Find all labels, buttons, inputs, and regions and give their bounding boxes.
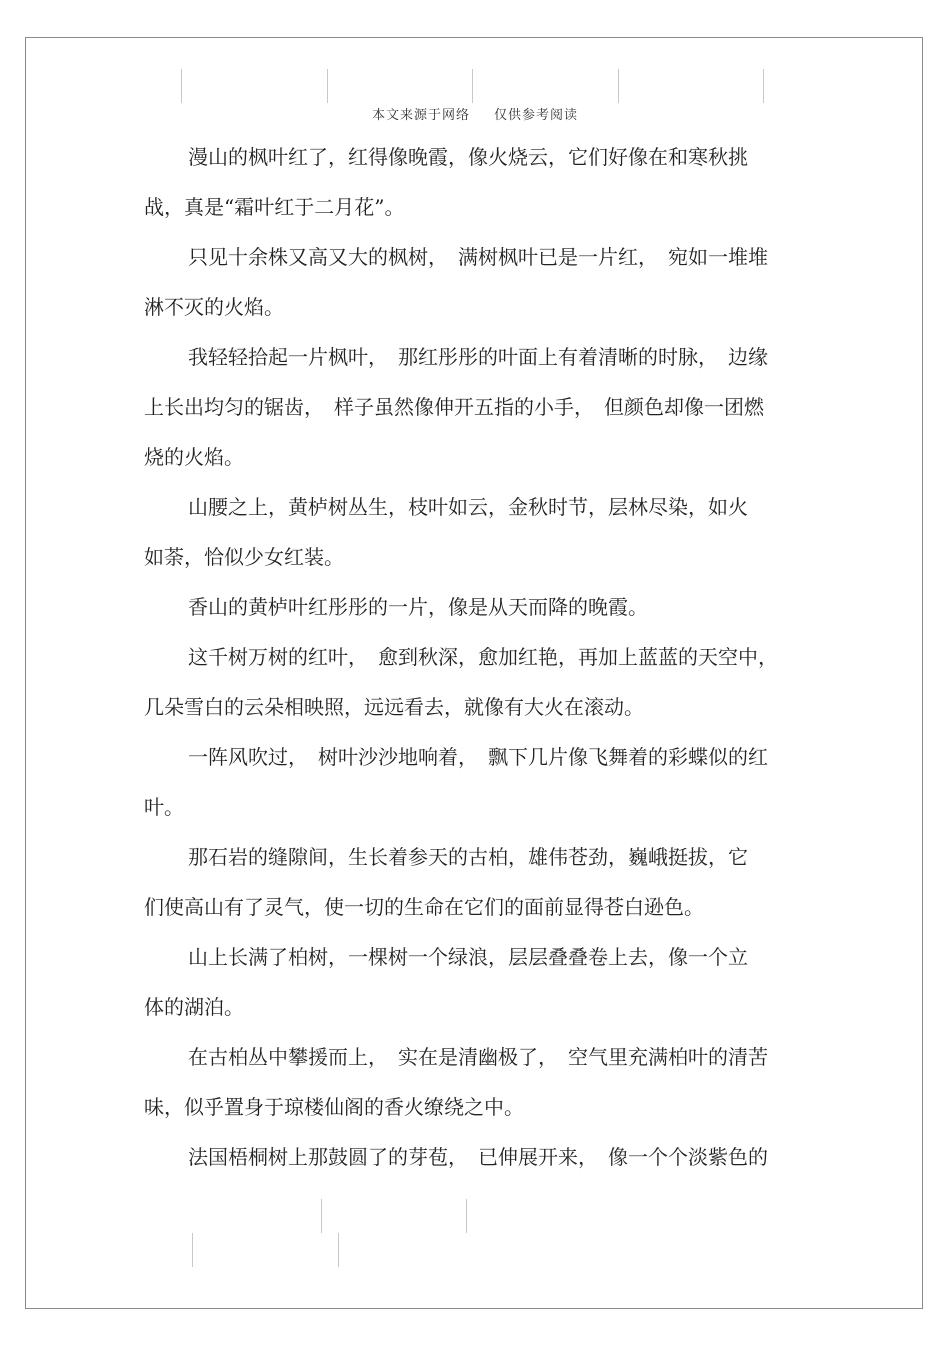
text-line: 在古柏丛中攀援而上， 实在是清幽极了， 空气里充满柏叶的清苦 <box>188 1045 768 1069</box>
text-line: 上长出均匀的锯齿， 样子虽然像伸开五指的小手， 但颜色却像一团燃 <box>144 395 764 419</box>
footer-rule-1 <box>321 1199 322 1233</box>
header-rule-2 <box>327 69 328 103</box>
text-line: 叶。 <box>144 795 184 819</box>
header-rule-4 <box>618 69 619 103</box>
text-line: 山腰之上，黄栌树丛生，枝叶如云，金秋时节，层林尽染，如火 <box>188 495 748 519</box>
text-line: 体的湖泊。 <box>144 995 244 1019</box>
text-line: 只见十余株又高又大的枫树， 满树枫叶已是一片红， 宛如一堆堆 <box>188 245 768 269</box>
footer-rule-2 <box>466 1199 467 1233</box>
text-line: 这千树万树的红叶， 愈到秋深，愈加红艳，再加上蓝蓝的天空中， <box>188 645 778 669</box>
footer-rule-3 <box>192 1233 193 1267</box>
text-line: 味，似乎置身于琼楼仙阁的香火缭绕之中。 <box>144 1095 524 1119</box>
header-source-note: 本文来源于网络 <box>371 108 470 123</box>
text-line: 那石岩的缝隙间，生长着参天的古柏，雄伟苍劲，巍峨挺拔，它 <box>188 845 748 869</box>
text-line: 法国梧桐树上那鼓圆了的芽苞， 已伸展开来， 像一个个淡紫色的 <box>188 1145 768 1169</box>
text-line: 一阵风吹过， 树叶沙沙地响着， 飘下几片像飞舞着的彩蝶似的红 <box>188 745 768 769</box>
text-line: 我轻轻拾起一片枫叶， 那红彤彤的叶面上有着清晰的时脉， 边缘 <box>188 345 768 369</box>
article-body <box>144 132 824 1182</box>
text-line: 香山的黄栌叶红彤彤的一片，像是从天而降的晚霞。 <box>188 595 648 619</box>
text-line: 如荼，恰似少女红装。 <box>144 545 344 569</box>
text-line: 几朵雪白的云朵相映照，远远看去，就像有大火在滚动。 <box>144 695 644 719</box>
header-rule-5 <box>763 69 764 103</box>
text-line: 山上长满了柏树，一棵树一个绿浪，层层叠叠卷上去，像一个立 <box>188 945 748 969</box>
text-line: 战，真是“霜叶红于二月花”。 <box>144 195 405 219</box>
page-header <box>0 104 950 123</box>
header-reference-note: 仅供参考阅读 <box>494 108 579 123</box>
header-rule-3 <box>472 69 473 103</box>
text-line: 们使高山有了灵气，使一切的生命在它们的面前显得苍白逊色。 <box>144 895 704 919</box>
text-line: 烧的火焰。 <box>144 445 244 469</box>
text-line: 漫山的枫叶红了，红得像晚霞，像火烧云，它们好像在和寒秋挑 <box>188 145 748 169</box>
header-rule-1 <box>181 69 182 103</box>
footer-rule-4 <box>338 1233 339 1267</box>
text-line: 淋不灭的火焰。 <box>144 295 284 319</box>
